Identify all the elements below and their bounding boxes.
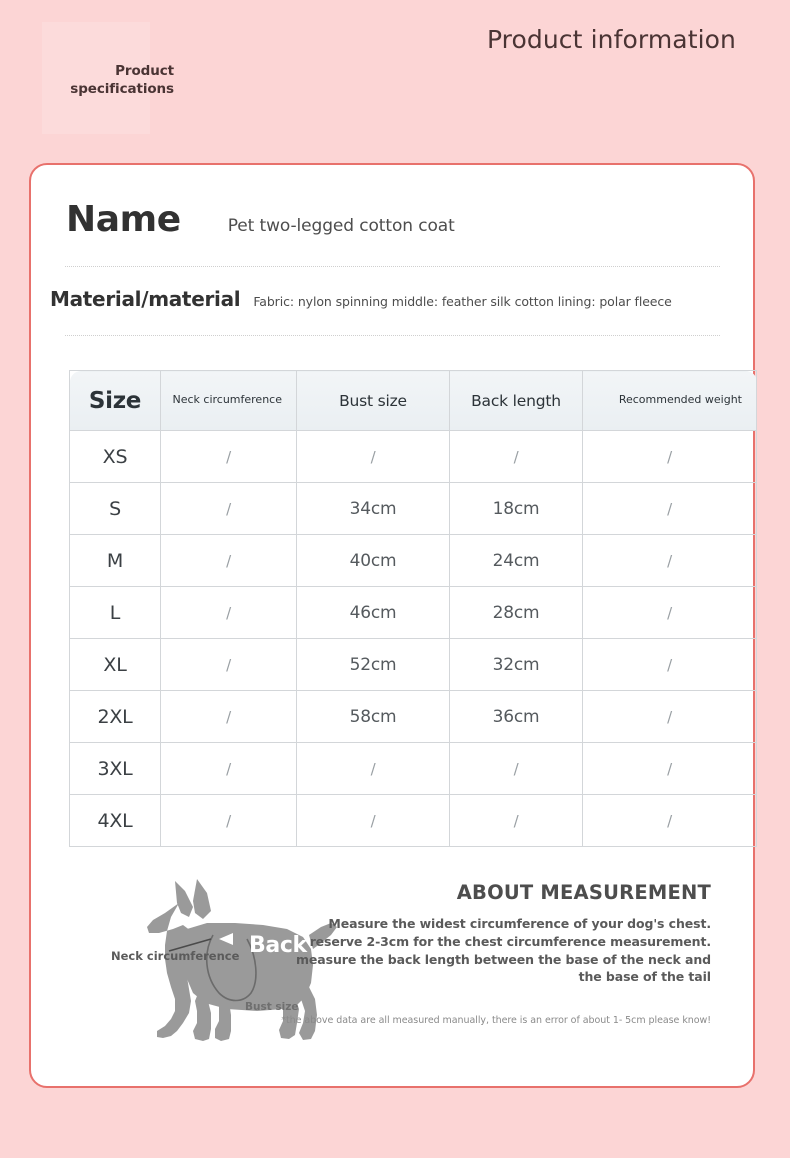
cell-size: M: [70, 535, 161, 587]
size-table-header-row: [70, 371, 757, 431]
page-header: [0, 0, 790, 150]
table-row: [70, 743, 757, 795]
measurement-text-block: [291, 881, 711, 986]
cell-back: /: [450, 743, 583, 795]
cell-weight: /: [583, 483, 757, 535]
column-header-bust-size: Bust size: [297, 371, 450, 431]
cell-weight: /: [583, 639, 757, 691]
cell-size: S: [70, 483, 161, 535]
cell-neck: /: [161, 483, 297, 535]
cell-bust: 40cm: [297, 535, 450, 587]
cell-neck: /: [161, 639, 297, 691]
cell-back: 32cm: [450, 639, 583, 691]
diagram-label-bust-size: Bust size: [245, 1001, 299, 1013]
measurement-section: [31, 863, 753, 1078]
cell-bust: /: [297, 795, 450, 847]
size-table: [69, 370, 757, 847]
spec-key-material: Material/material: [50, 287, 241, 311]
cell-weight: /: [583, 431, 757, 483]
cell-neck: /: [161, 795, 297, 847]
spec-key-name: Name: [66, 199, 181, 240]
cell-neck: /: [161, 691, 297, 743]
cell-weight: /: [583, 795, 757, 847]
table-row: [70, 587, 757, 639]
cell-back: 28cm: [450, 587, 583, 639]
cell-back: 36cm: [450, 691, 583, 743]
table-row: [70, 431, 757, 483]
cell-neck: /: [161, 431, 297, 483]
cell-back: /: [450, 431, 583, 483]
spec-value-material: Fabric: nylon spinning middle: feather silk cotton lining: polar fleece: [253, 294, 672, 309]
cell-back: 18cm: [450, 483, 583, 535]
product-info-card: [29, 163, 755, 1088]
column-header-neck-circumference: Neck circumference: [161, 371, 297, 431]
cell-neck: /: [161, 743, 297, 795]
page-title: Product information: [486, 25, 736, 54]
table-row: [70, 535, 757, 587]
cell-weight: /: [583, 691, 757, 743]
cell-size: 4XL: [70, 795, 161, 847]
table-row: [70, 483, 757, 535]
column-header-recommended-weight: Recommended weight: [583, 371, 757, 431]
cell-size: XS: [70, 431, 161, 483]
column-header-size: Size: [70, 371, 161, 431]
measurement-heading: ABOUT MEASUREMENT: [456, 881, 711, 904]
cell-weight: /: [583, 743, 757, 795]
cell-bust: /: [297, 431, 450, 483]
diagram-label-back: Back: [249, 933, 307, 958]
diagram-label-neck-circumference: Neck circumference: [111, 949, 240, 963]
size-table-head: [70, 371, 757, 431]
spec-value-name: Pet two-legged cotton coat: [227, 216, 455, 236]
cell-size: L: [70, 587, 161, 639]
cell-size: XL: [70, 639, 161, 691]
table-row: [70, 639, 757, 691]
spec-row-name: [31, 165, 753, 238]
column-header-back-length: Back length: [450, 371, 583, 431]
cell-bust: 52cm: [297, 639, 450, 691]
cell-size: 3XL: [70, 743, 161, 795]
spec-row-material: [31, 267, 753, 309]
cell-weight: /: [583, 535, 757, 587]
cell-back: /: [450, 795, 583, 847]
cell-bust: 34cm: [297, 483, 450, 535]
divider-after-material: [65, 335, 720, 336]
cell-size: 2XL: [70, 691, 161, 743]
measurement-disclaimer: *the above data are all measured manually, there is an error of about 1- 5cm please know!: [281, 1015, 711, 1026]
cell-weight: /: [583, 587, 757, 639]
size-table-body: [70, 431, 757, 847]
product-specifications-label: Product specifications: [70, 63, 174, 98]
table-row: [70, 795, 757, 847]
cell-neck: /: [161, 535, 297, 587]
cell-back: 24cm: [450, 535, 583, 587]
cell-bust: 46cm: [297, 587, 450, 639]
size-table-wrapper: [69, 370, 742, 847]
cell-neck: /: [161, 587, 297, 639]
table-row: [70, 691, 757, 743]
cell-bust: 58cm: [297, 691, 450, 743]
measurement-body: Measure the widest circumference of your dog's chest. reserve 2-3cm for the chest circumference measurement. measure the back length between the base of the neck and the base of the tail: [296, 916, 711, 985]
cell-bust: /: [297, 743, 450, 795]
